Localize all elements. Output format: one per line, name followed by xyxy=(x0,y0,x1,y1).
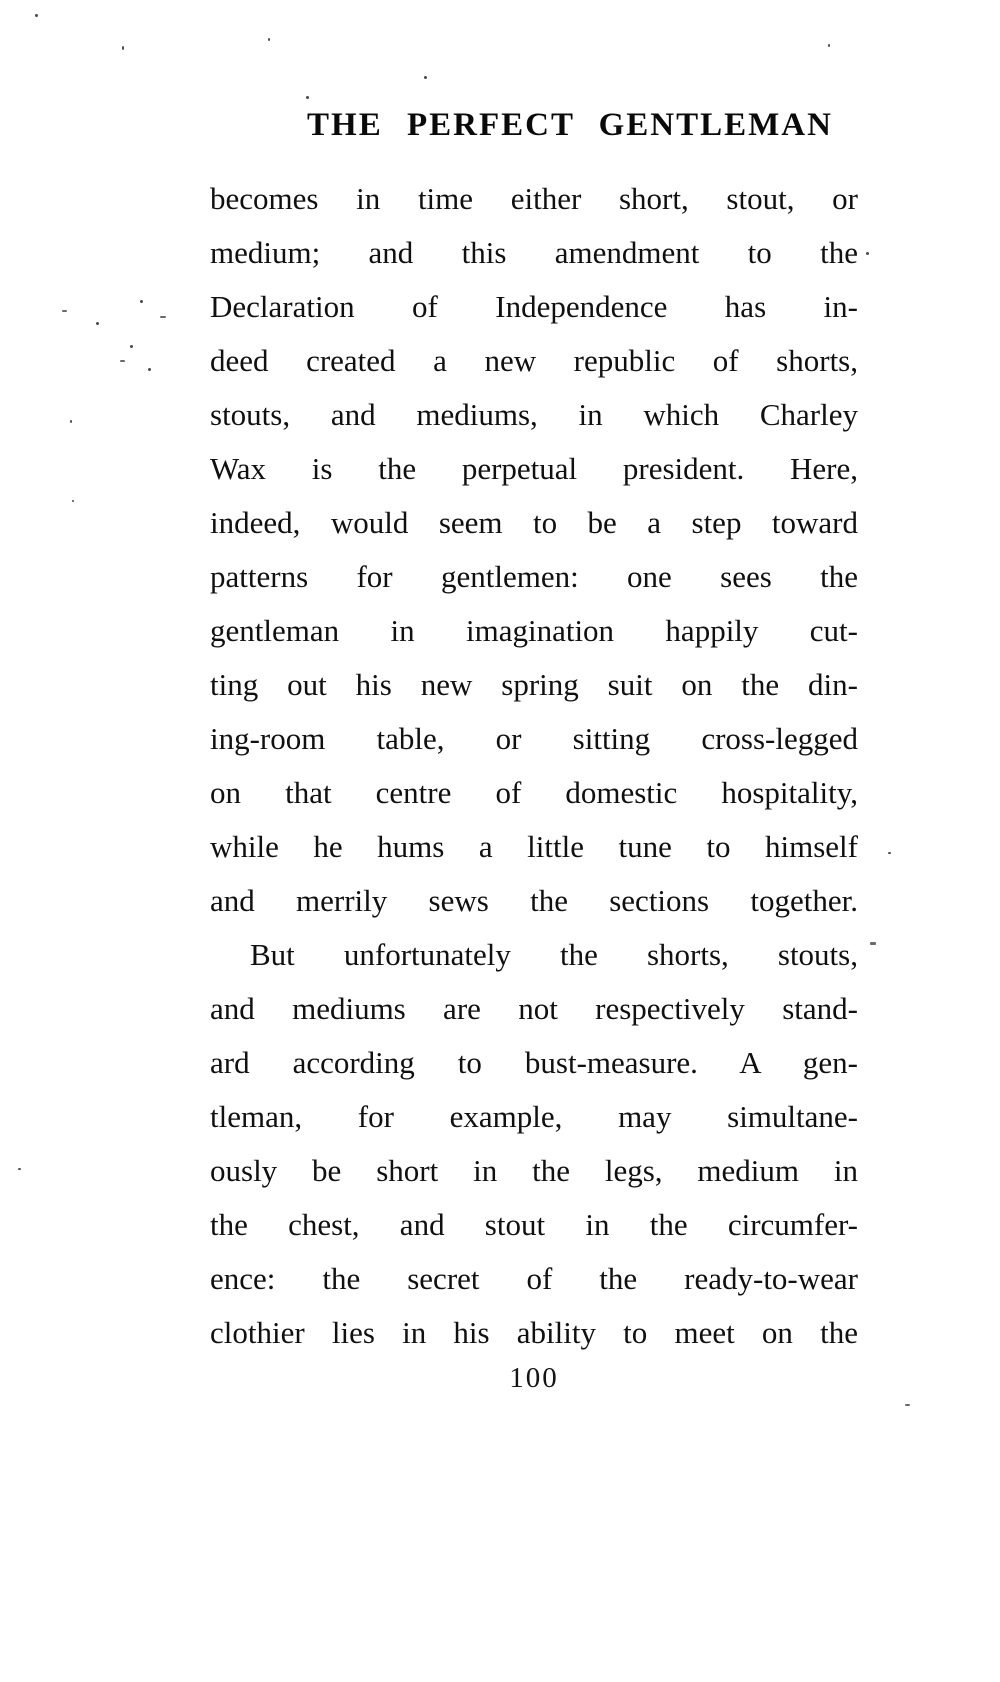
text-line-paragraph-start: But unfortunately the shorts, stouts, xyxy=(250,937,858,972)
text-line: ard according to bust-measure. A gen- xyxy=(210,1045,858,1080)
text-line: the chest, and stout in the circumfer- xyxy=(210,1207,858,1242)
text-line: while he hums a little tune to himself xyxy=(210,829,858,864)
text-line: on that centre of domestic hospitality, xyxy=(210,775,858,810)
scan-speckle xyxy=(148,368,151,371)
scan-speckle xyxy=(122,46,124,50)
scan-speckle xyxy=(120,360,125,362)
text-line: and mediums are not respectively stand- xyxy=(210,991,858,1026)
text-line: tleman, for example, may simultane- xyxy=(210,1099,858,1134)
scan-speckle xyxy=(870,942,876,945)
text-line: deed created a new republic of shorts, xyxy=(210,343,858,378)
page-number: 100 xyxy=(509,1362,559,1394)
text-line: indeed, would seem to be a step toward xyxy=(210,505,858,540)
scan-speckle xyxy=(35,14,38,17)
text-line: ing-room table, or sitting cross-legged xyxy=(210,721,858,756)
scan-speckle xyxy=(96,322,99,325)
text-line: medium; and this amendment to the xyxy=(210,235,858,270)
scan-speckle xyxy=(888,852,891,854)
text-line: Declaration of Independence has in- xyxy=(210,289,858,324)
text-line: Wax is the perpetual president. Here, xyxy=(210,451,858,486)
scan-speckle xyxy=(905,1404,910,1406)
scan-speckle xyxy=(70,420,72,423)
scan-speckle xyxy=(18,1168,21,1170)
text-line: stouts, and mediums, in which Charley xyxy=(210,397,858,432)
scan-speckle xyxy=(828,44,830,47)
body-text xyxy=(210,172,858,1360)
scan-speckle xyxy=(866,252,869,255)
scan-speckle xyxy=(62,310,67,312)
text-line: gentleman in imagination happily cut- xyxy=(210,613,858,648)
text-line: ting out his new spring suit on the din- xyxy=(210,667,858,702)
scan-speckle xyxy=(306,96,309,99)
scan-speckle xyxy=(130,345,133,348)
text-line: ence: the secret of the ready-to-wear xyxy=(210,1261,858,1296)
text-line: ously be short in the legs, medium in xyxy=(210,1153,858,1188)
scan-speckle xyxy=(72,500,74,502)
text-line: and merrily sews the sections together. xyxy=(210,883,858,918)
scan-speckle xyxy=(268,38,270,41)
text-line: patterns for gentlemen: one sees the xyxy=(210,559,858,594)
scan-speckle xyxy=(160,316,166,318)
text-line: clothier lies in his ability to meet on the xyxy=(210,1315,858,1350)
scan-speckle xyxy=(140,300,143,303)
scan-speckle xyxy=(424,76,427,79)
page-title: THE PERFECT GENTLEMAN xyxy=(307,107,833,143)
text-line: becomes in time either short, stout, or xyxy=(210,181,858,216)
